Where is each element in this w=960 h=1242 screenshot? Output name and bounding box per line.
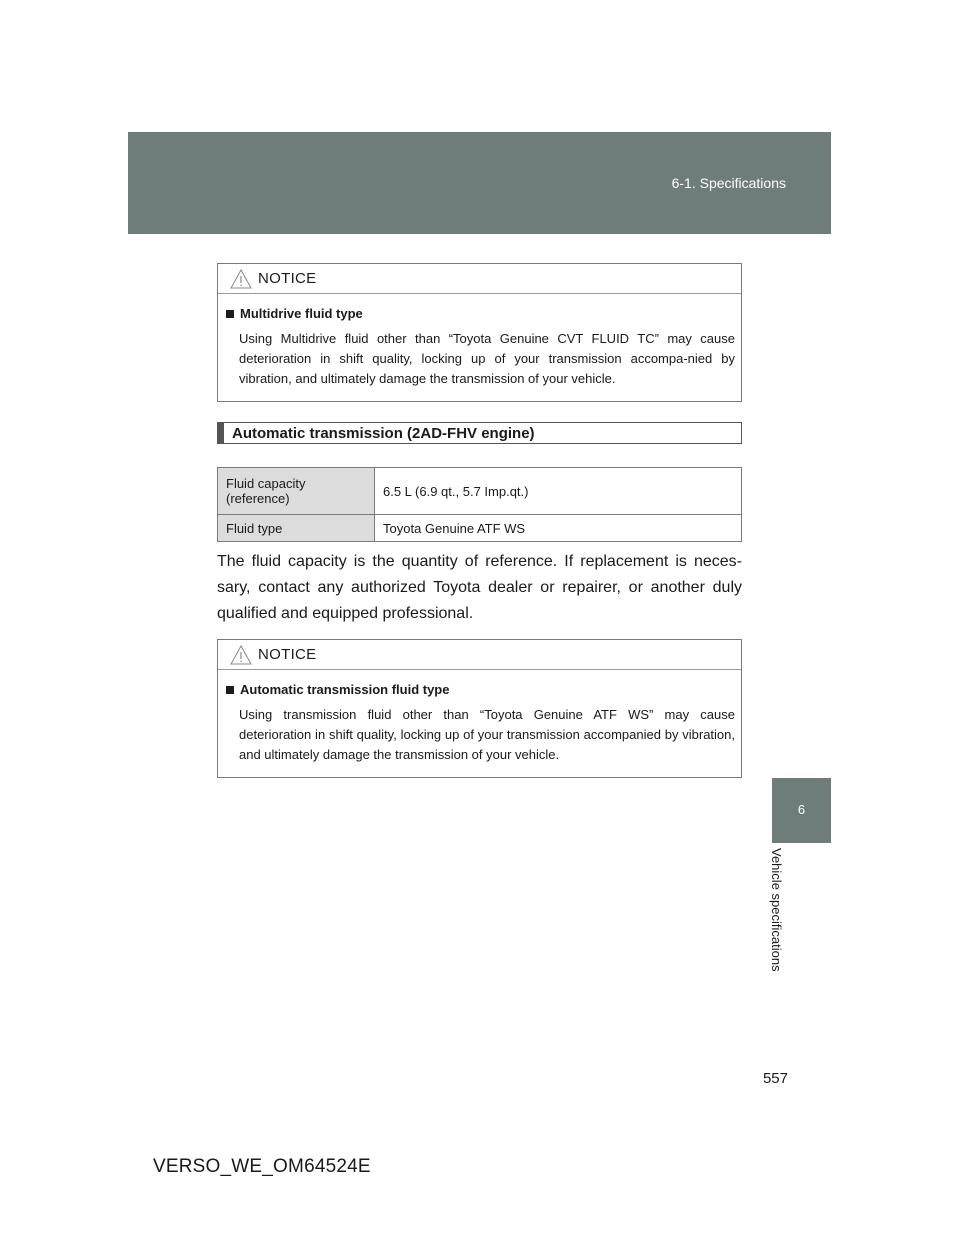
notice-label: NOTICE [258,270,317,287]
table-key: Fluid type [218,515,375,542]
chapter-tab [772,778,831,843]
body-paragraph: The fluid capacity is the quantity of reference. If replacement is neces-sary, contact any authorized Toyota dealer or repairer, or another duly qualified and equipped professional. [217,553,742,622]
square-bullet-icon [226,310,234,318]
chapter-number: 6 [797,802,806,817]
spec-table [217,467,742,542]
heading-bar [218,423,224,443]
notice-subtitle-text: Multidrive fluid type [240,306,363,321]
notice-label: NOTICE [258,646,317,663]
notice-text: Using Multidrive fluid other than “Toyota Genuine CVT FLUID TC” may cause deterioration in shift quality, locking up of your transmission accompa-nied by vibration, and ultimately damage the transmission of your vehicle. [239,331,735,386]
warning-triangle-icon [230,269,252,289]
chapter-title: Vehicle specifications [769,848,784,972]
warning-triangle-icon [230,645,252,665]
notice-box-atf [217,639,742,778]
notice-subtitle [226,682,735,697]
document-code: VERSO_WE_OM64524E [153,1156,371,1177]
table-row [218,515,742,542]
notice-text: Using transmission fluid other than “Toyota Genuine ATF WS” may cause deterioration in shift quality, locking up of your transmission accompanied by vibration, and ultimately damage the transmission of your vehicle. [239,707,735,762]
square-bullet-icon [226,686,234,694]
table-key: Fluid capacity (reference) [218,468,375,515]
section-label: 6-1. Specifications [671,175,786,191]
chapter-title-vertical [769,848,802,988]
notice-header [218,640,741,670]
table-value: Toyota Genuine ATF WS [375,515,742,542]
notice-subtitle [226,306,735,321]
table-value: 6.5 L (6.9 qt., 5.7 Imp.qt.) [375,468,742,515]
section-title: Automatic transmission (2AD-FHV engine) [232,424,535,442]
notice-header [218,264,741,294]
header-band [128,132,831,234]
notice-subtitle-text: Automatic transmission fluid type [240,682,450,697]
notice-box-multidrive [217,263,742,402]
page-number: 557 [762,1070,788,1087]
table-row [218,468,742,515]
section-heading [217,422,742,444]
